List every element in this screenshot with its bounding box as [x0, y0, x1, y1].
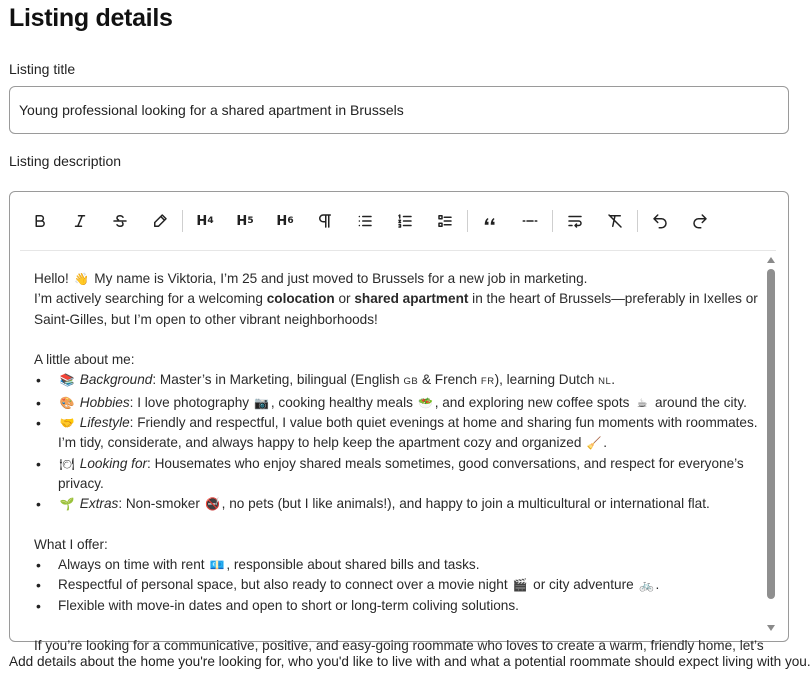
- list-item: • 🍽 Looking for: Housemates who enjoy shared meals sometimes, good conversations, and respect for everyone’s privacy.: [34, 454, 764, 495]
- closing-text: If you’re looking for a communicative, positive, and easy-going roommate who loves to create a warm, friendly home, let’s: [34, 638, 764, 654]
- bullet-list-icon[interactable]: [345, 204, 385, 238]
- paragraph-icon[interactable]: [305, 204, 345, 238]
- no-smoking-icon: 🚭: [205, 497, 221, 512]
- redo-icon[interactable]: [680, 204, 720, 238]
- strikethrough-icon[interactable]: [100, 204, 140, 238]
- intro-line-2: I’m actively searching for a welcoming colocation or shared apartment in the heart of Brussels—preferably in Ixelles or Saint-Gilles, but I’m open to other vibrant neighborhoods!: [34, 291, 758, 327]
- list-item: • Respectful of personal space, but also ready to connect over a movie night 🎬 or city adventure 🚲 .: [34, 575, 764, 595]
- list-item: • 🌱 Extras: Non-smoker 🚭 , no pets (but I like animals!), and happy to join a multicultural or international flat.: [34, 494, 764, 514]
- task-list-icon[interactable]: [425, 204, 465, 238]
- page-title: Listing details: [9, 4, 173, 32]
- editor-content[interactable]: [34, 269, 764, 654]
- scroll-down-arrow-icon[interactable]: [767, 625, 775, 631]
- coffee-icon: ☕: [636, 395, 648, 410]
- toolbar-divider: [552, 210, 553, 232]
- palette-icon: 🎨: [59, 395, 75, 410]
- heading-5-button[interactable]: H 5: [236, 213, 254, 229]
- heading-6-button[interactable]: H 6: [276, 213, 294, 229]
- scrollbar-thumb[interactable]: [767, 269, 775, 599]
- about-heading: A little about me:: [34, 352, 135, 368]
- blockquote-icon[interactable]: [470, 204, 510, 238]
- books-icon: 📚: [59, 373, 75, 388]
- list-item: • 🎨 Hobbies: I love photography 📷 , cooking healthy meals 🥗 , and exploring new coffee spots ☕ around the city.: [34, 393, 764, 413]
- intro-line-1: Hello! 👋 My name is Viktoria, I’m 25 and just moved to Brussels for a new job in marketing.: [34, 269, 764, 289]
- highlight-icon[interactable]: [140, 204, 180, 238]
- toolbar-divider: [182, 210, 183, 232]
- toolbar-divider: [467, 210, 468, 232]
- about-list: [34, 370, 764, 514]
- offer-list: [34, 555, 764, 616]
- rich-text-editor[interactable]: [9, 191, 789, 654]
- salad-icon: 🥗: [418, 395, 434, 410]
- ordered-list-icon[interactable]: [385, 204, 425, 238]
- description-helper-text: Add details about the home you're looking for, who you'd like to live with and what a potential roommate should expect living with you.: [9, 654, 811, 669]
- camera-icon: 📷: [254, 395, 270, 410]
- seedling-icon: 🌱: [59, 497, 75, 512]
- clear-format-icon[interactable]: [595, 204, 635, 238]
- bicycle-icon: 🚲: [638, 578, 654, 593]
- toolbar-divider: [637, 210, 638, 232]
- list-item: • Always on time with rent 💶 , responsible about shared bills and tasks.: [34, 555, 764, 575]
- undo-icon[interactable]: [640, 204, 680, 238]
- listing-title-input[interactable]: [9, 86, 789, 134]
- list-item: • Flexible with move-in dates and open to short or long-term coliving solutions.: [34, 596, 764, 616]
- hard-break-icon[interactable]: [555, 204, 595, 238]
- editor-toolbar: [20, 192, 776, 251]
- waving-hand-icon: 👋: [74, 272, 89, 286]
- money-icon: 💶: [209, 558, 225, 573]
- scroll-up-arrow-icon[interactable]: [767, 257, 775, 263]
- handshake-icon: 🤝: [59, 416, 75, 431]
- offer-heading: What I offer:: [34, 536, 108, 552]
- heading-4-button[interactable]: H 4: [196, 213, 214, 229]
- editor-scrollbar[interactable]: [766, 255, 776, 633]
- horizontal-rule-icon[interactable]: [510, 204, 550, 238]
- listing-description-label: Listing description: [9, 153, 122, 169]
- plate-icon: 🍽: [59, 456, 75, 471]
- bold-icon[interactable]: [20, 204, 60, 238]
- list-item: • 🤝 Lifestyle: Friendly and respectful, I value both quiet evenings at home and sharing fun moments with roommates. I’m tidy, considerate, and always happy to help keep the apartment cozy and organized 🧹 .: [34, 413, 764, 454]
- italic-icon[interactable]: [60, 204, 100, 238]
- listing-title-label: Listing title: [9, 61, 76, 77]
- broom-icon: 🧹: [586, 436, 602, 451]
- clapper-icon: 🎬: [512, 578, 528, 593]
- list-item: • 📚 Background: Master’s in Marketing, bilingual (English GB & French FR), learning Dutch NL.: [34, 370, 764, 392]
